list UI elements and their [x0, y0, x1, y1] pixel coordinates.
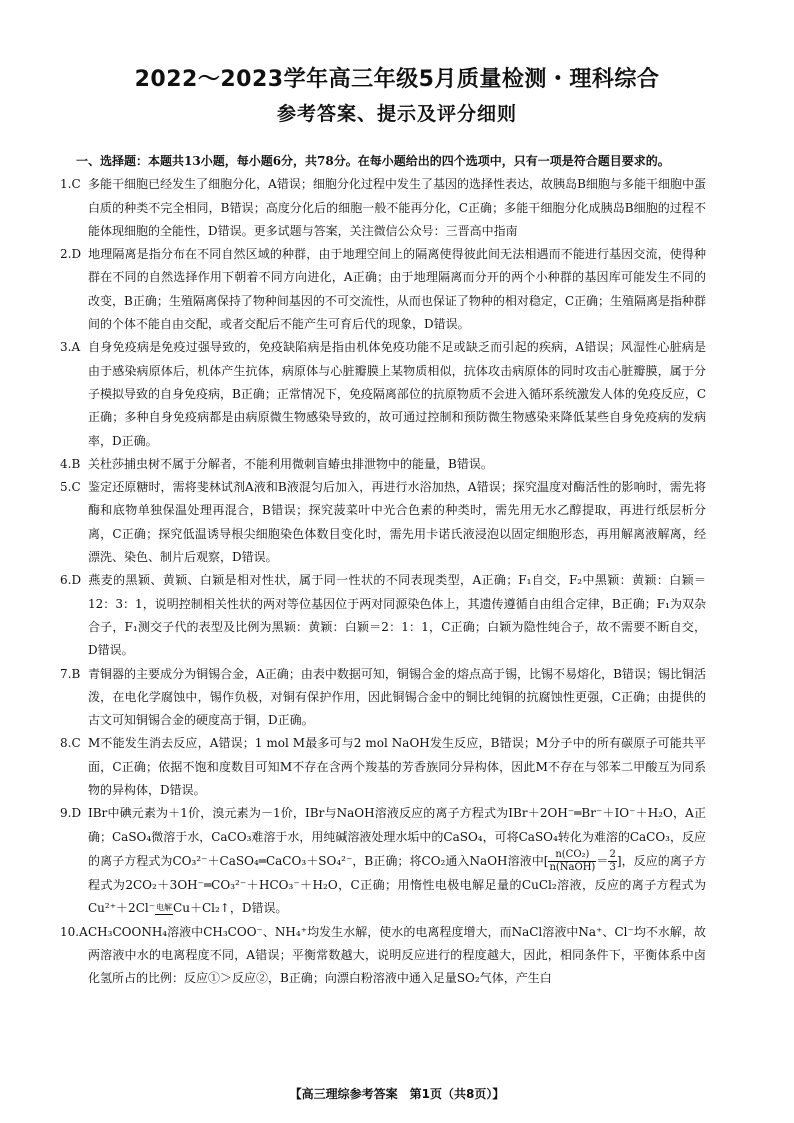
answer-text: 多能干细胞已经发生了细胞分化，A错误；细胞分化过程中发生了基因的选择性表达，故胰岛B细胞与多能干细胞中蛋白质的种类不完全相同，B错误；高度分化后的细胞一般不能再分化，C正确；多能干细胞分化成胰岛B细胞的过程不能体现细胞的全能性，D错误。更多试题与答案，关注微信公众号：三晋高中指南 — [88, 177, 706, 238]
electrolysis-label: 电解 — [155, 902, 173, 915]
answer-item: 9.D IBr中碘元素为＋1价，溴元素为－1价，IBr与NaOH溶液反应的离子方程式为IBr＋2OH⁻═Br⁻＋IO⁻＋H₂O，A正确；CaSO₄微溶于水，CaCO₃难溶于水，用纯碱溶液处理水垢中的CaSO₄，可将CaSO₄转化为难溶的CaCO₃，反应的离子方程式为CO₃²⁻＋CaSO₄═CaCO₃＋SO₄²⁻，B正确；将CO₂通入NaOH溶液中[ $\frac{\text{n(CO₂)}}{\text{n(NaOH)}}$ ＝ $\frac{2}{3}$ ]，反应的离子方程式为2CO₂＋3OH⁻═CO₃²⁻＋HCO₃⁻＋H₂O，C正确；用惰性电极电解足量的CuCl₂溶液，反应的离子方程式为Cu²⁺＋2Cl⁻ 电解 Cu＋Cl₂↑，D错误。 — [88, 802, 706, 920]
answer-item — [60, 336, 707, 452]
answer-number: 6.D — [60, 573, 82, 588]
answer-text-end: Cu＋Cl₂↑，D错误。 — [173, 901, 288, 916]
ratio-value — [608, 849, 616, 874]
answer-text: IBr中碘元素为＋1价，溴元素为－1价，IBr与NaOH溶液反应的离子方程式为IBr＋2OH⁻═Br⁻＋IO⁻＋H₂O，A正确；CaSO₄微溶于水，CaCO₃难溶于水，用纯碱溶液处理水垢中的CaSO₄，可将CaSO₄转化为难溶的CaCO₃，反应的离子方程式为CO₃²⁻＋CaSO₄═CaCO₃＋SO₄²⁻，B正确；将CO₂通入NaOH溶液中 — [88, 806, 706, 868]
answer-item — [60, 663, 706, 733]
answer-number: 1.C — [60, 177, 81, 192]
answer-text: CH₃COONH₄溶液中CH₃COO⁻、NH₄⁺均发生水解，使水的电离程度增大，而NaCl溶液中Na⁺、Cl⁻均不水解，故两溶液中水的电离程度不同，A错误；平衡常数越大，说明反应进行的程度越大，因此，相同条件下，平衡体系中卤化氢所占的比例：反应①＞反应②，B正确；向漂白粉溶液中通入足量SO₂气体，产生白 — [88, 924, 706, 986]
answer-text: 关杜莎捕虫树不属于分解者，不能利用微刺盲蝽虫排泄物中的能量，B错误。 — [88, 456, 493, 471]
answer-item — [60, 453, 706, 476]
answer-number: 9.D — [60, 806, 82, 821]
answer-item — [60, 921, 706, 991]
answer-text: 鉴定还原糖时，需将斐林试剂A液和B液混匀后加入，再进行水浴加热，A错误；探究温度对酶活性的影响时，需先将酶和底物单独保温处理再混合，B错误；探究菠菜叶中光合色素的种类时，需先用无水乙醇提取，再进行纸层析分离，C正确；探究低温诱导根尖细胞染色体数目变化时，需先用卡诺氏液浸泡以固定细胞形态，再用解离液解离，经漂洗、染色、制片后观察，D错误。 — [88, 480, 706, 565]
answer-item — [60, 243, 707, 336]
answer-number: 8.C — [60, 736, 81, 751]
answer-item — [60, 732, 706, 802]
answer-item — [60, 173, 706, 243]
answer-text: 青铜器的主要成分为铜锡合金，A正确；由表中数据可知，铜锡合金的熔点高于锡，比锡不易熔化，B错误；锡比铜活泼，在电化学腐蚀中，锡作负极，对铜有保护作用，因此铜锡合金中的铜比纯铜的抗腐蚀性更强，C正确；由提供的古文可知铜锡合金的硬度高于铜，D正确。 — [88, 666, 706, 728]
answer-number: 5.C — [60, 480, 81, 495]
value-denominator: 3 — [609, 861, 616, 873]
fraction-numerator: n(CO₂) — [548, 849, 596, 862]
answer-text-cont: ，反应的离子方程式为2CO₂＋3OH⁻═CO₃²⁻＋HCO₃⁻＋H₂O，C正确；用惰性电极电解足量的CuCl₂溶液，反应的离子方程式为Cu²⁺＋2Cl⁻ — [88, 853, 706, 916]
page-footer: 【高三理综参考答案 第1页（共8页）】 — [289, 1087, 505, 1101]
page-subtitle: 参考答案、提示及评分细则 — [276, 103, 517, 125]
answer-item — [60, 476, 706, 569]
fraction-denominator: n(NaOH) — [549, 861, 596, 873]
answer-text: M不能发生消去反应，A错误；1 mol M最多可与2 mol NaOH发生反应，B错误；M分子中的所有碳原子可能共平面，C正确；依据不饱和度数目可知M不存在含两个羧基的芳香族同分异构体，因此M不存在与邻苯二甲酸互为同系物的异构体，D错误。 — [88, 736, 706, 798]
answer-item — [60, 569, 706, 662]
answer-text: 自身免疫病是免疫过强导致的，免疫缺陷病是指由机体免疫功能不足或缺乏而引起的疾病，A错误；风湿性心脏病是由于感染病原体后，机体产生抗体，病原体与心脏瓣膜上某物质相似，抗体攻击病原体的同时攻击心脏瓣膜，属于分子模拟导致的自身免疫病，B正确；正常情况下，免疫隔离部位的抗原物质不会进入循环系统激发人体的免疫反应，C正确；多种自身免疫病都是由病原微生物感染导致的，故可通过控制和预防微生物感染来降低某些自身免疫病的发病率，D正确。 — [88, 340, 707, 448]
electrolysis-arrow — [155, 902, 173, 915]
answer-text: 地理隔离是指分布在不同自然区域的种群，由于地理空间上的隔离使得彼此间无法相遇而不能进行基因交流，使得种群在不同的自然选择作用下朝着不同方向进化，A正确；由于地理隔离而分开的两个小种群的基因库可能发生不同的改变，B正确；生殖隔离保持了物种间基因的不可交流性，从而也保证了物种的相对稳定，C正确；生殖隔离是指种群间的个体不能自由交配，或者交配后不能产生可育后代的现象，D错误。 — [88, 247, 707, 332]
section-heading: 一、选择题：本题共13小题，每小题6分，共78分。在每小题给出的四个选项中，只有一项是符合题目要求的。 — [76, 154, 670, 168]
answer-number: 3.A — [60, 340, 81, 355]
answer-number: 2.D — [60, 247, 82, 262]
answer-text: 燕麦的黑颖、黄颖、白颖是相对性状，属于同一性状的不同表现类型，A正确；F₁自交，F₂中黑颖：黄颖：白颖＝12：3：1，说明控制相关性状的两对等位基因位于两对同源染色体上，其遗传遵循自由组合定律，B正确；F₁为双杂合子，F₁测交子代的表型及比例为黑颖：黄颖：白颖＝2：1：1，C正确；白颖为隐性纯合子，故不需要不断自交，D错误。 — [88, 573, 706, 658]
answer-body — [60, 150, 707, 990]
answer-number: 4.B — [60, 456, 81, 471]
ratio-fraction — [548, 849, 596, 874]
value-numerator: 2 — [609, 848, 616, 860]
answer-number: 7.B — [60, 666, 81, 681]
page-title: 2022～2023学年高三年级5月质量检测・理科综合 — [134, 67, 660, 92]
answer-number: 10.A — [60, 924, 88, 939]
